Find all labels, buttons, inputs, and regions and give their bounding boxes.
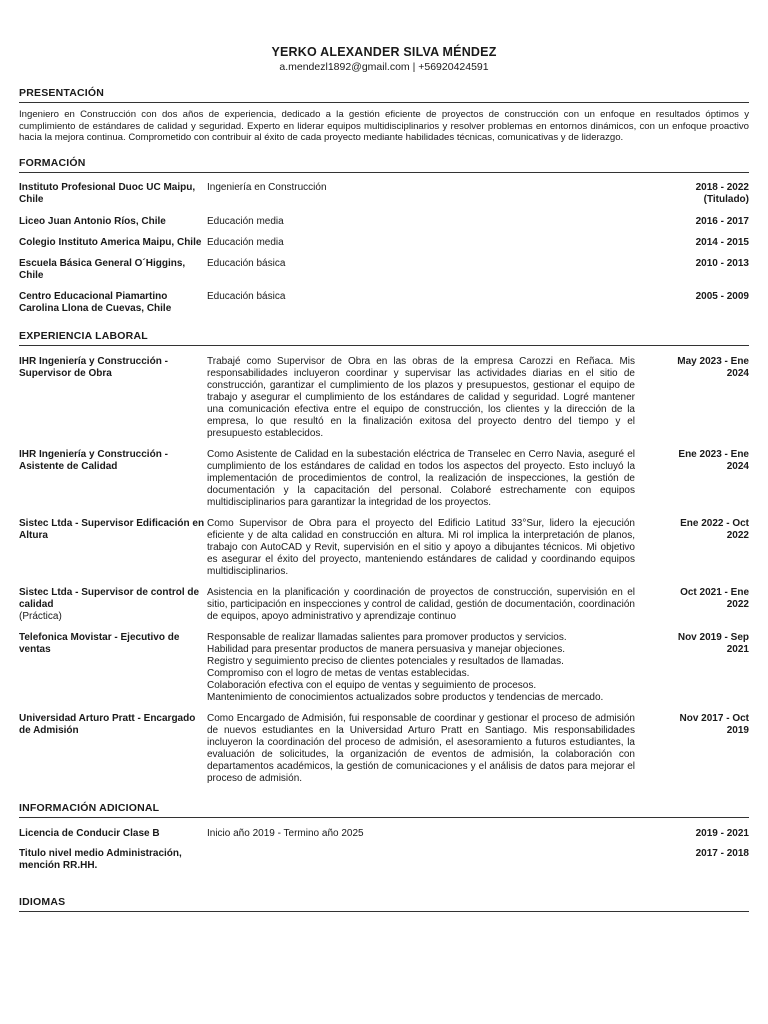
experience-line: Compromiso con el logro de metas de ventas establecidas. <box>207 667 470 679</box>
section-title-formacion: FORMACIÓN <box>19 157 749 173</box>
experience-item <box>19 518 749 578</box>
experience-role <box>19 449 207 473</box>
education-item <box>19 291 749 315</box>
education-institution: Escuela Básica General O´Higgins, Chile <box>19 257 186 281</box>
education-date: 2010 - 2013 <box>695 257 749 269</box>
experience-date: May 2023 - Ene 2024 <box>677 355 749 379</box>
experience-line: Mantenimiento de conocimientos actualizados sobre productos y tendencias de mercado. <box>207 691 604 703</box>
experience-item <box>19 713 749 785</box>
experience-date: Nov 2017 - Oct 2019 <box>679 712 749 736</box>
contact-info: a.mendezl1892@gmail.com | +56920424591 <box>279 61 489 73</box>
experience-role <box>19 587 207 623</box>
education-date: 2005 - 2009 <box>695 290 749 302</box>
experience-item <box>19 356 749 440</box>
education-date: 2018 - 2022 (Titulado) <box>695 181 749 205</box>
additional-item <box>19 828 749 840</box>
experience-date: Ene 2023 - Ene 2024 <box>678 448 749 472</box>
experience-role-text: IHR Ingeniería y Construcción - Asistente de Calidad <box>19 448 168 472</box>
experience-item <box>19 587 749 623</box>
section-title-idiomas: IDIOMAS <box>19 896 749 912</box>
education-institution: Centro Educacional Piamartino Carolina Llona de Cuevas, Chile <box>19 290 172 314</box>
education-date: 2014 - 2015 <box>695 236 749 248</box>
experience-line: Habilidad para presentar productos de manera persuasiva y manejar objeciones. <box>207 643 565 655</box>
presentation-text: Ingeniero en Construcción con dos años de experiencia, dedicado a la gestión eficiente de proyectos de construcción con un enfoque en resultados óptimos y cumplimiento de estándares de calidad y seguridad. Experto en liderar equipos multidisciplinarios y resolver problemas en entornos dinámicos, con un enfoque proactivo hacia la mejora continua. Comprometido con contribuir al éxito de cada proyecto mediante habilidades técnicas, comunicativas y de liderazgo. <box>19 109 749 144</box>
education-degree: Educación básica <box>207 257 286 269</box>
experience-date: Oct 2021 - Ene 2022 <box>680 586 749 610</box>
experience-line: Responsable de realizar llamadas salientes para promover productos y servicios. <box>207 631 567 643</box>
section-title-presentacion: PRESENTACIÓN <box>19 87 749 103</box>
additional-item <box>19 848 749 872</box>
section-title-adicional: INFORMACIÓN ADICIONAL <box>19 802 749 818</box>
experience-role-text: Telefonica Movistar - Ejecutivo de ventas <box>19 631 180 655</box>
education-item <box>19 237 749 249</box>
experience-item <box>19 449 749 509</box>
section-experiencia <box>19 330 749 785</box>
experience-role-text: Sistec Ltda - Supervisor Edificación en Altura <box>19 517 205 541</box>
education-item <box>19 216 749 228</box>
experience-role-note: (Práctica) <box>19 610 62 622</box>
experience-role-text: Sistec Ltda - Supervisor de control de calidad <box>19 586 200 610</box>
candidate-name: YERKO ALEXANDER SILVA MÉNDEZ <box>271 45 497 59</box>
education-date: 2016 - 2017 <box>695 215 749 227</box>
experience-date: Ene 2022 - Oct 2022 <box>680 517 749 541</box>
experience-description: Trabajé como Supervisor de Obra en las obras de la empresa Carozzi en Reñaca. Mis responsabilidades incluyeron coordinar y supervisar las actividades diarias en el sitio de construcción, garantizar el cumplimiento de los plazos y presupuestos, gestionar el equipo de trabajo y asegurar el cumplimiento de los estándares de calidad y seguridad. Logré mantener una comunicación efectiva entre el equipo de construcción, los clientes y la dirección de la empresa, lo que resultó en la finalización exitosa del proyecto dentro del tiempo y el presupuesto establecidos. <box>207 355 635 439</box>
section-title-experiencia: EXPERIENCIA LABORAL <box>19 330 749 346</box>
experience-description: Asistencia en la planificación y coordinación de proyectos de construcción, supervisión en el sitio, participación en inspecciones y control de calidad, gestión de documentación, coordinación de equipos, apoyo administrativo y aprendizaje continuo <box>207 586 635 622</box>
resume-header <box>19 0 749 74</box>
experience-role-text: IHR Ingeniería y Construcción - Supervisor de Obra <box>19 355 168 379</box>
experience-item <box>19 632 749 704</box>
education-institution: Colegio Instituto America Maipu, Chile <box>19 236 202 248</box>
education-item <box>19 182 749 206</box>
education-degree: Educación básica <box>207 290 286 302</box>
education-institution: Liceo Juan Antonio Ríos, Chile <box>19 215 166 227</box>
experience-role <box>19 518 207 542</box>
education-degree: Ingeniería en Construcción <box>207 181 327 193</box>
education-degree: Educación media <box>207 236 284 248</box>
section-formacion <box>19 157 749 315</box>
education-institution: Instituto Profesional Duoc UC Maipu, Chile <box>19 181 196 205</box>
experience-date: Nov 2019 - Sep 2021 <box>677 631 749 655</box>
experience-description <box>207 632 649 704</box>
additional-detail: Inicio año 2019 - Termino año 2025 <box>207 827 364 839</box>
additional-label: Titulo nivel medio Administración, mención RR.HH. <box>19 847 182 871</box>
section-idiomas <box>19 896 749 912</box>
experience-description: Como Encargado de Admisión, fui responsable de coordinar y gestionar el proceso de admisión de nuevos estudiantes en la Universidad Arturo Pratt en Santiago. Mis responsabilidades incluyeron la coordinación del proceso de admisión, el asesoramiento a futuros estudiantes, la evaluación de solicitudes, la organización de eventos de admisión, la colaboración con departamentos académicos, la gestión de comunicaciones y el análisis de datos para mejorar el proceso de admisión. <box>207 712 635 784</box>
section-adicional <box>19 802 749 872</box>
experience-role-text: Universidad Arturo Pratt - Encargado de Admisión <box>19 712 196 736</box>
experience-line: Registro y seguimiento preciso de clientes potenciales y resultados de llamadas. <box>207 655 564 667</box>
experience-role <box>19 356 207 380</box>
additional-date: 2019 - 2021 <box>695 827 749 839</box>
experience-description: Como Asistente de Calidad en la subestación eléctrica de Transelec en Cerro Navia, aseguré el cumplimiento de los estándares de calidad en todos los aspectos del proyecto. Esto incluyó la implementación de procedimientos de control, la realización de inspecciones, la gestión de documentación y la capacitación del personal. Colaboré estrechamente con equipos multidisciplinarios para garantizar la integridad de los proyectos. <box>207 448 635 508</box>
experience-description: Como Supervisor de Obra para el proyecto del Edificio Latitud 33°Sur, lidero la ejecución eficiente y de alta calidad en construcción en altura. Mi rol implica la interpretación de planos, trabajo con AutoCAD y Revit, supervisión en el sitio y apoyo a dibujantes técnicos. Mi objetivo es asegurar el éxito del proyecto, manteniendo estándares de calidad y coordinando equipos multidisciplinarios. <box>207 517 635 577</box>
additional-date: 2017 - 2018 <box>695 847 749 859</box>
experience-role <box>19 713 207 737</box>
education-item <box>19 258 749 282</box>
experience-line: Colaboración efectiva con el equipo de ventas y seguimiento de procesos. <box>207 679 537 691</box>
experience-role <box>19 632 207 656</box>
additional-label: Licencia de Conducir Clase B <box>19 827 160 839</box>
education-degree: Educación media <box>207 215 284 227</box>
section-presentacion <box>19 87 749 144</box>
